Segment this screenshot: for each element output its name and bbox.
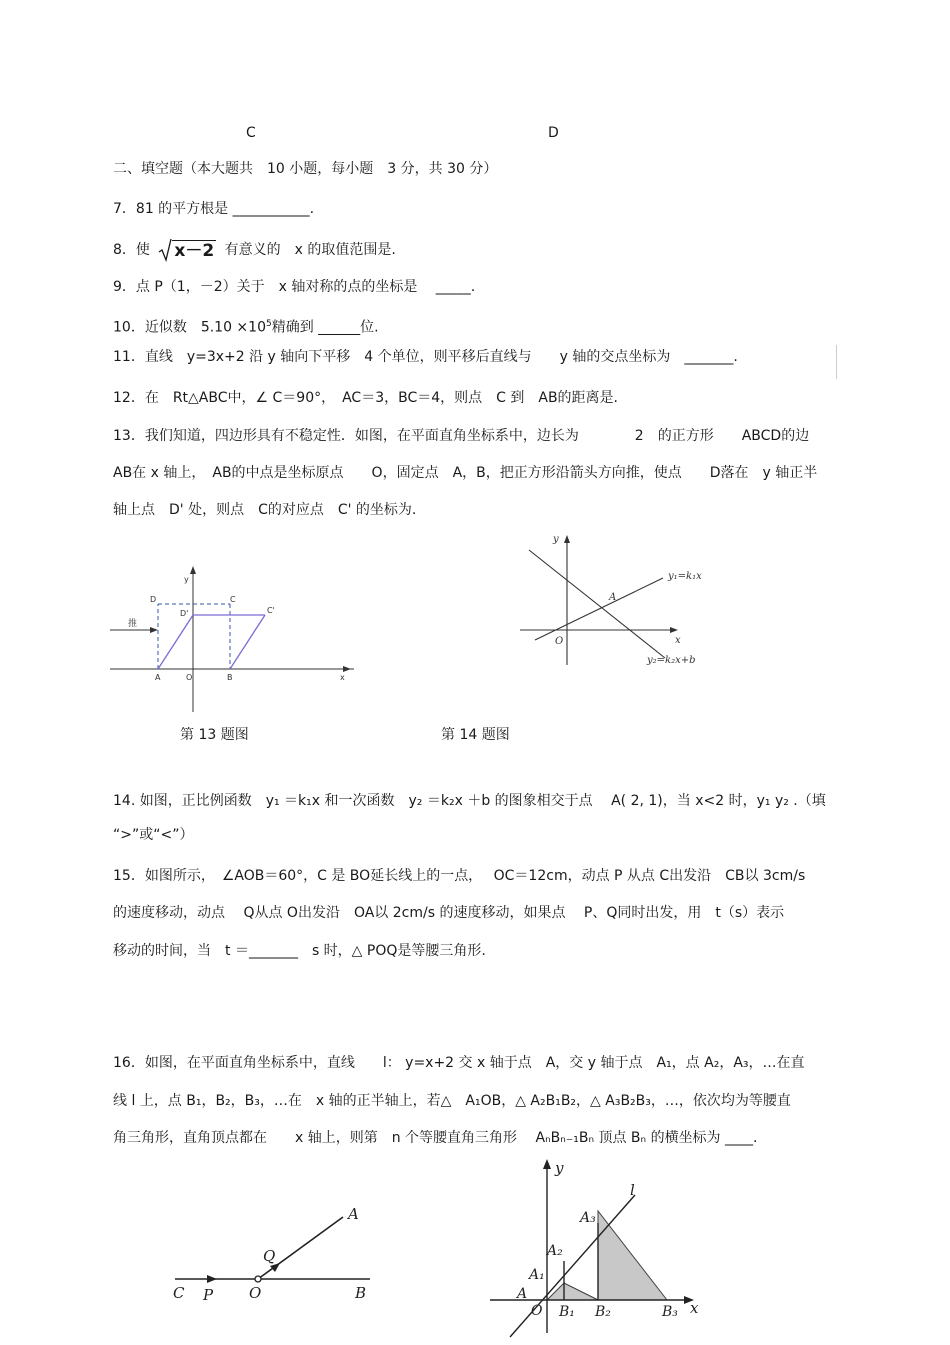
margin-rule <box>836 345 837 379</box>
question-16-line-1: 16．如图，在平面直角坐标系中，直线 l： y=x+2 交 x 轴于点 A，交 y 轴于点 A₁，点 A₂，A₃，…在直 <box>113 1055 805 1071</box>
label-o: O <box>531 1303 543 1319</box>
label-b: B <box>355 1284 367 1302</box>
label-x: x <box>340 673 345 682</box>
label-y2: y₂=k₂x+b <box>647 655 696 666</box>
label-y: y <box>555 1159 564 1177</box>
question-16-line-3: 角三角形，直角顶点都在 x 轴上，则第 n 个等腰直角三角形 AₙBₙ₋₁Bₙ 顶点 Bₙ 的横坐标为 ____. <box>113 1130 758 1146</box>
label-o: O <box>249 1284 262 1302</box>
q8-prefix: 8．使 <box>113 242 150 258</box>
option-d: D <box>548 125 559 141</box>
question-8 <box>113 238 396 264</box>
label-o: O <box>555 636 564 647</box>
q10-exponent: 5 <box>265 319 272 329</box>
isosceles-triangles <box>547 1211 667 1300</box>
figure-14 <box>515 530 745 680</box>
label-x: x <box>690 1299 699 1317</box>
x-axis-arrow-icon <box>343 666 351 672</box>
label-q: Q <box>263 1247 276 1265</box>
question-14-line-2: “>”或“<”） <box>113 827 194 843</box>
q10-prefix: 10．近似数 5.10 ×10 <box>113 319 266 336</box>
label-a1: A₁ <box>529 1267 545 1283</box>
question-13-line-3: 轴上点 D' 处，则点 C的对应点 C' 的坐标为. <box>113 502 417 518</box>
original-square <box>158 604 230 669</box>
triangle-2 <box>564 1283 598 1300</box>
question-10 <box>113 320 379 335</box>
label-a2: A₂ <box>547 1243 563 1259</box>
label-d-prime: D' <box>180 609 189 618</box>
figure-15 <box>165 1195 385 1310</box>
point-o <box>255 1276 261 1282</box>
label-c: C <box>230 595 236 604</box>
label-b2: B₂ <box>595 1304 611 1320</box>
label-d: D <box>150 595 157 604</box>
figure-13-caption: 第 13 题图 <box>180 727 249 743</box>
label-c-prime: C' <box>267 606 275 615</box>
label-b: B <box>227 673 233 682</box>
label-x: x <box>675 635 681 646</box>
question-7: 7．81 的平方根是 ___________. <box>113 201 315 217</box>
pushed-parallelogram <box>158 615 265 669</box>
figure-14-caption: 第 14 题图 <box>441 727 510 743</box>
q8-suffix: 有意义的 x 的取值范围是. <box>224 242 396 258</box>
option-c: C <box>246 125 256 141</box>
label-y: y <box>184 575 189 584</box>
label-y1: y₁=k₁x <box>668 571 702 582</box>
label-a: A <box>517 1286 528 1302</box>
label-p: P <box>203 1286 214 1304</box>
line-y1 <box>535 578 663 640</box>
label-y: y <box>553 534 559 545</box>
p-arrow-icon <box>207 1275 217 1283</box>
y-axis-arrow-icon <box>564 535 570 543</box>
y-axis-arrow-icon <box>190 566 196 574</box>
figure-13 <box>110 560 360 720</box>
figure-16 <box>485 1155 715 1340</box>
label-a: A <box>609 592 617 603</box>
question-16-line-2: 线 l 上，点 B₁，B₂，B₃，…在 x 轴的正半轴上，若△ A₁OB，△ A₂B₁B₂，△ A₃B₂B₃，…，依次均为等腰直 <box>113 1093 791 1109</box>
question-15-line-2: 的速度移动，动点 Q从点 O出发沿 OA以 2cm/s 的速度移动，如果点 P、Q同时出发，用 t（s）表示 <box>113 905 785 921</box>
q10-suffix: 精确到 ______位. <box>271 319 379 336</box>
q8-radicand: x－2 <box>174 241 215 261</box>
x-axis-arrow-icon <box>670 627 678 633</box>
question-15-line-1: 15．如图所示， ∠AOB＝60°，C 是 BO延长线上的一点， OC＝12cm，动点 P 从点 C出发沿 CB以 3cm/s <box>113 868 806 884</box>
label-push: 推 <box>128 619 138 629</box>
label-b3: B₃ <box>662 1304 678 1320</box>
question-13-line-2: AB在 x 轴上， AB的中点是坐标原点 O，固定点 A，B，把正方形沿箭头方向推，使点 D落在 y 轴正半 <box>113 465 818 481</box>
label-a: A <box>155 673 161 682</box>
label-l: l <box>630 1181 635 1199</box>
label-o: O <box>186 673 193 682</box>
label-c: C <box>173 1284 185 1302</box>
label-a: A <box>348 1205 359 1223</box>
question-13-line-1: 13．我们知道，四边形具有不稳定性．如图，在平面直角坐标系中，边长为 2 的正方形 ABCD的边 <box>113 428 810 444</box>
push-arrow-icon <box>150 627 158 633</box>
question-12: 12．在 Rt△ABC中，∠ C＝90°， AC＝3，BC＝4，则点 C 到 AB的距离是. <box>113 390 619 406</box>
question-9: 9．点 P（1，－2）关于 x 轴对称的点的坐标是 _____. <box>113 279 476 295</box>
y-axis-arrow-icon <box>543 1159 551 1169</box>
question-15-line-3: 移动的时间，当 t ＝_______ s 时，△ POQ是等腰三角形. <box>113 943 486 959</box>
question-11: 11．直线 y=3x+2 沿 y 轴向下平移 4 个单位，则平移后直线与 y 轴的交点坐标为 _______. <box>113 349 738 365</box>
section-heading: 二、填空题（本大题共 10 小题，每小题 3 分，共 30 分） <box>113 161 498 177</box>
question-14-line-1: 14. 如图，正比例函数 y₁ ＝k₁x 和一次函数 y₂ ＝k₂x ＋b 的图象相交于点 A( 2, 1)，当 x<2 时，y₁ y₂ .（填 <box>113 793 826 809</box>
line-y2 <box>529 550 665 658</box>
sqrt-sign-icon <box>158 238 172 262</box>
label-a3: A₃ <box>580 1210 596 1226</box>
label-b1: B₁ <box>559 1304 575 1320</box>
